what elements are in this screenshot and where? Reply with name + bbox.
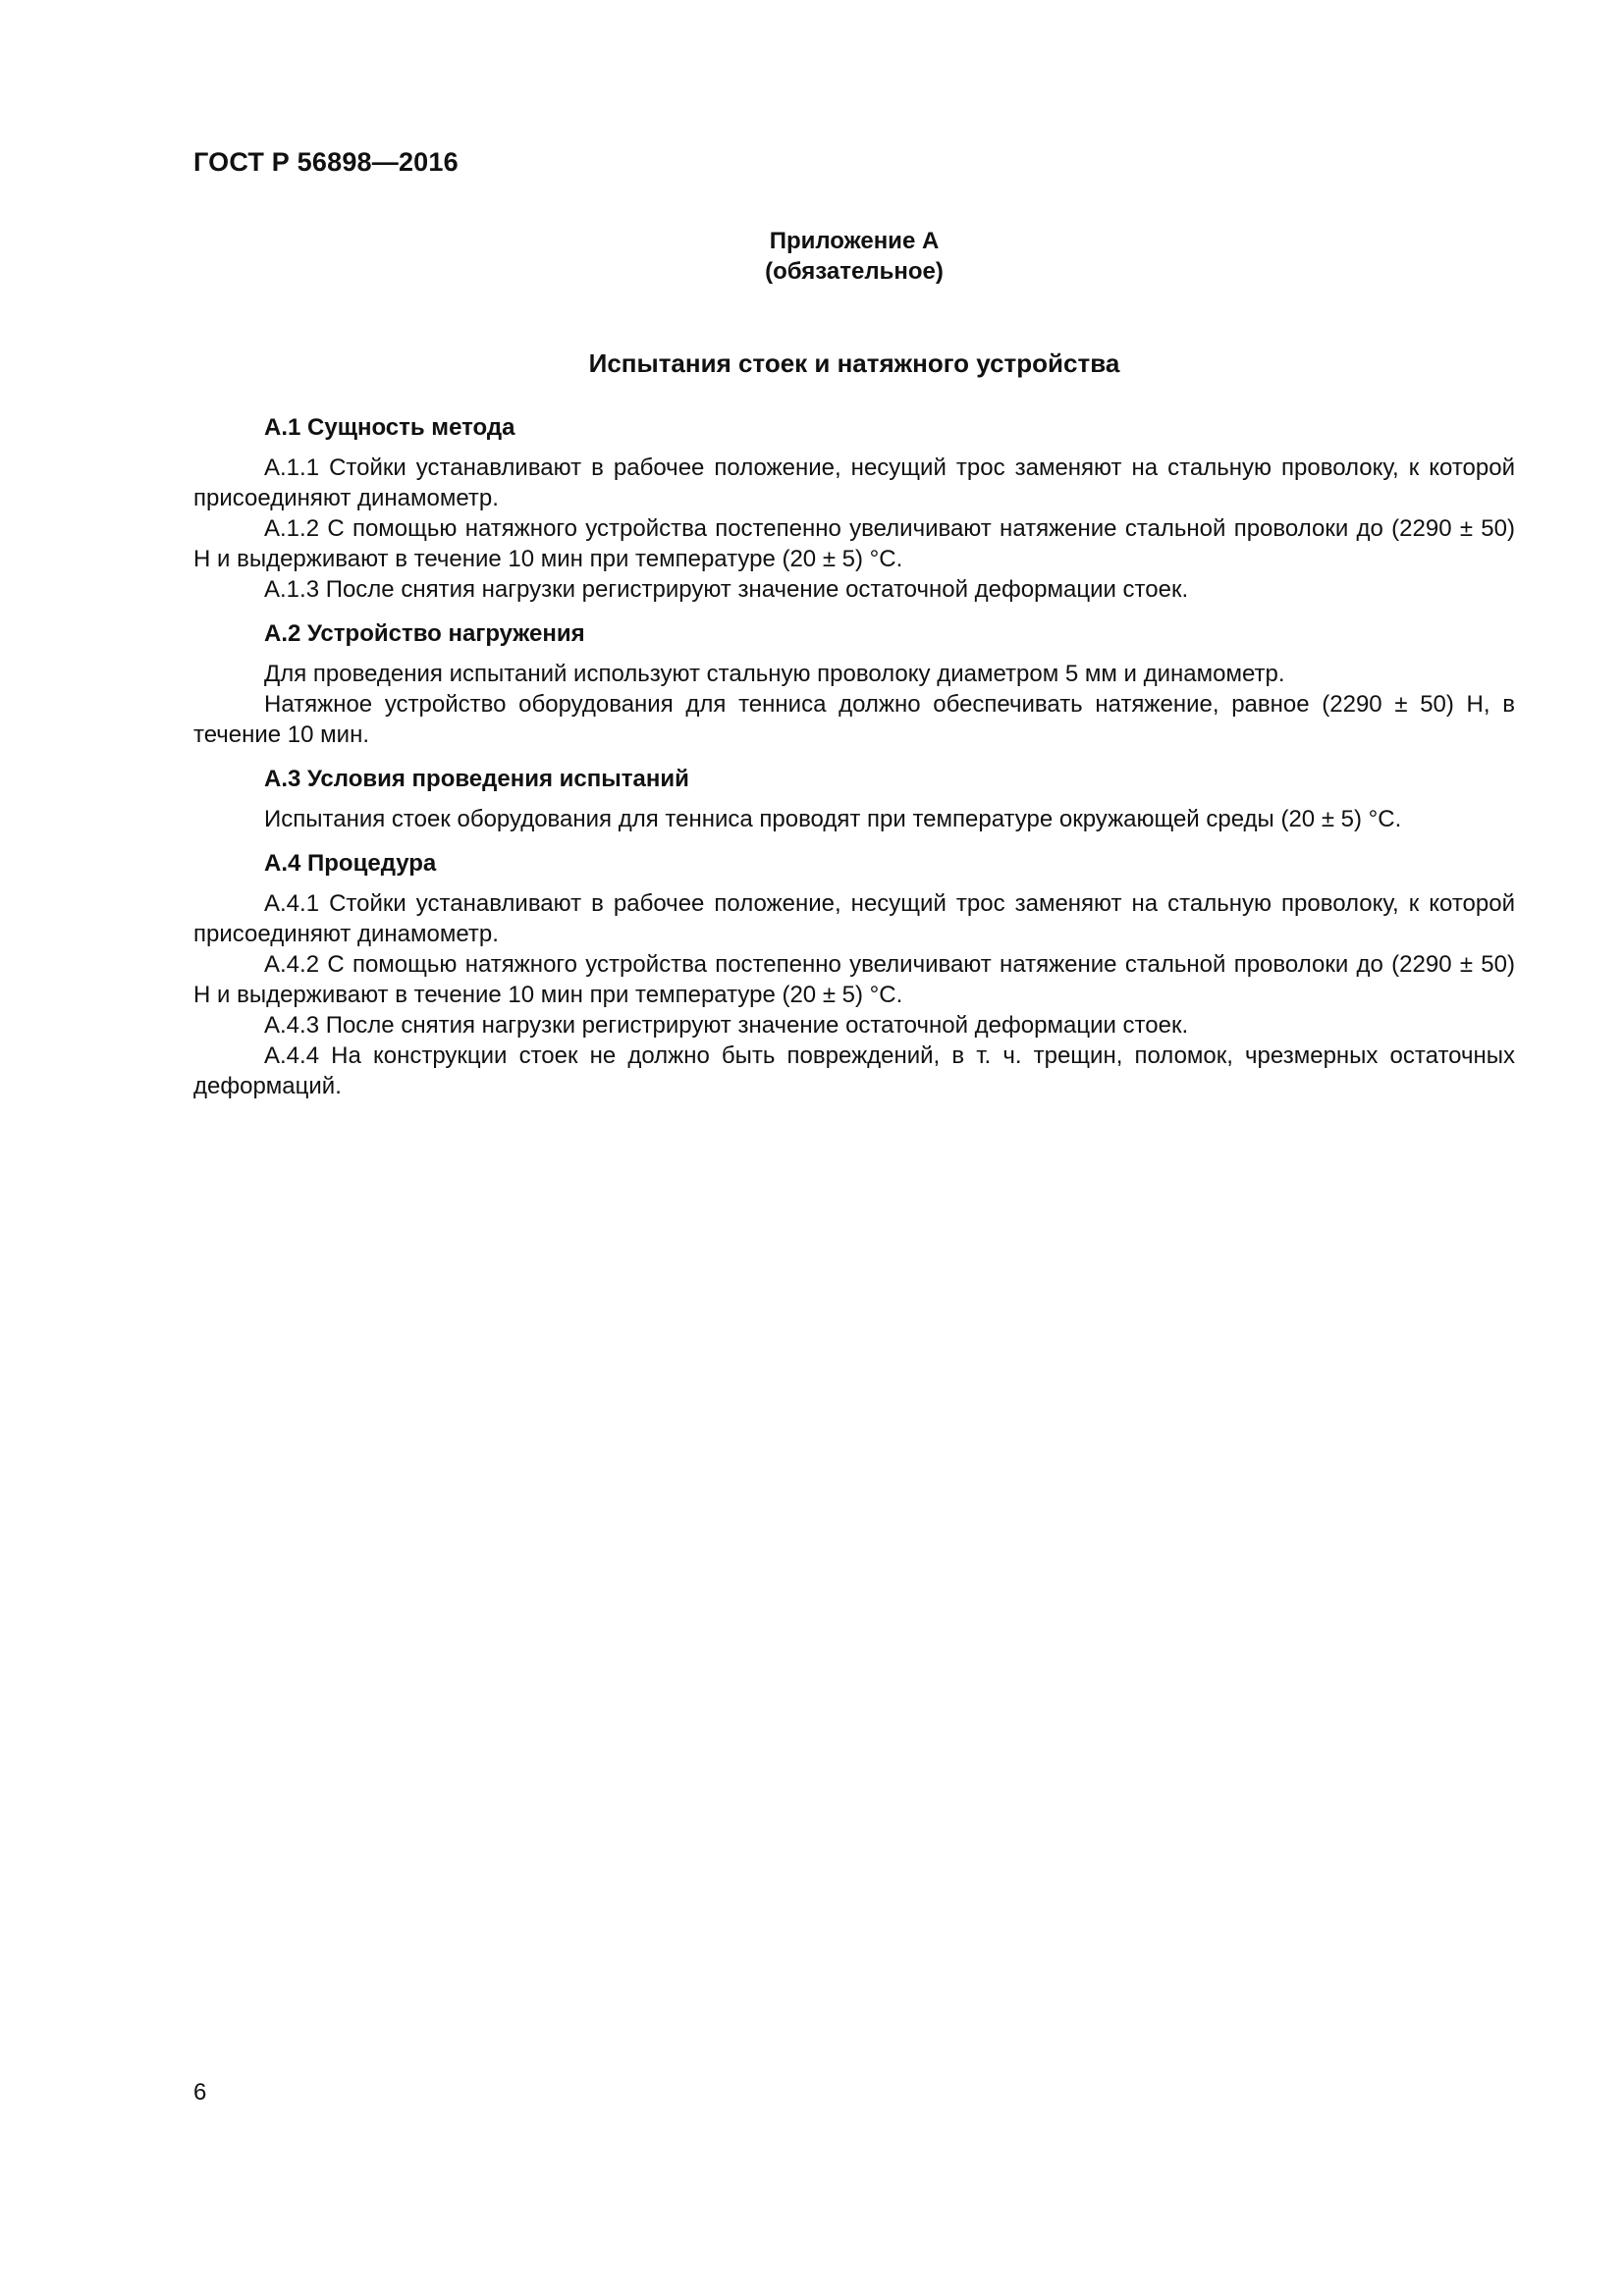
- document-id: ГОСТ Р 56898—2016: [193, 147, 459, 177]
- paragraph: Испытания стоек оборудования для тенниса проводят при температуре окружающей среды (20 ± 5) °С.: [264, 806, 1402, 832]
- paragraph: А.1.1 Стойки устанавливают в рабочее положение, несущий трос заменяют на стальную проволоку, к которой присоединяют динамометр.: [193, 454, 1515, 511]
- section-heading: А.2 Устройство нагружения: [264, 620, 585, 647]
- section-a2: [193, 618, 1515, 750]
- annex-label: Приложение А: [769, 228, 940, 254]
- annex-title: Испытания стоек и натяжного устройства: [588, 348, 1120, 378]
- section-a4: [193, 848, 1515, 1101]
- section-heading: А.3 Условия проведения испытаний: [264, 766, 689, 792]
- annex-content: [193, 412, 1515, 1115]
- paragraph: А.4.2 С помощью натяжного устройства постепенно увеличивают натяжение стальной проволоки до (2290 ± 50) Н и выдерживают в течение 10 мин при температуре (20 ± 5) °С.: [193, 951, 1515, 1008]
- paragraph: А.4.4 На конструкции стоек не должно быть повреждений, в т. ч. трещин, поломок, чрезмерных остаточных деформаций.: [193, 1042, 1515, 1099]
- paragraph: А.1.2 С помощью натяжного устройства постепенно увеличивают натяжение стальной проволоки до (2290 ± 50) Н и выдерживают в течение 10 мин при температуре (20 ± 5) °С.: [193, 515, 1515, 572]
- paragraph: А.1.3 После снятия нагрузки регистрируют значение остаточной деформации стоек.: [264, 576, 1189, 603]
- section-a1: [193, 412, 1515, 605]
- paragraph: Для проведения испытаний используют стальную проволоку диаметром 5 мм и динамометр.: [264, 661, 1285, 687]
- annex-status: (обязательное): [765, 258, 944, 285]
- page-number: 6: [193, 2079, 207, 2106]
- annex-heading: [193, 226, 1515, 287]
- paragraph: А.4.3 После снятия нагрузки регистрируют значение остаточной деформации стоек.: [264, 1012, 1189, 1039]
- section-heading: А.4 Процедура: [264, 850, 437, 877]
- paragraph: А.4.1 Стойки устанавливают в рабочее положение, несущий трос заменяют на стальную проволоку, к которой присоединяют динамометр.: [193, 890, 1515, 947]
- section-a3: [193, 764, 1515, 834]
- section-heading: А.1 Сущность метода: [264, 414, 515, 441]
- paragraph: Натяжное устройство оборудования для тенниса должно обеспечивать натяжение, равное (2290 ± 50) Н, в течение 10 мин.: [193, 691, 1515, 748]
